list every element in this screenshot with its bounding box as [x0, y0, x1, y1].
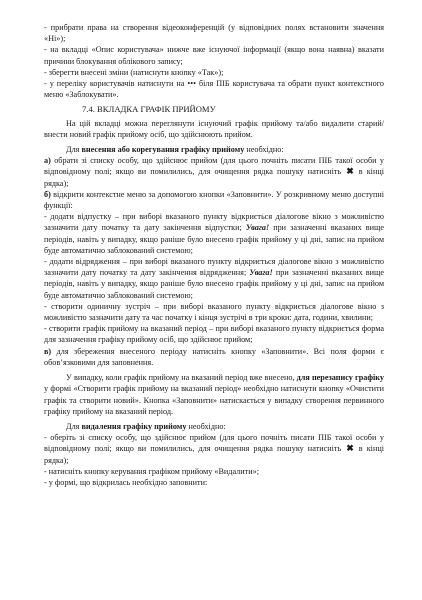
rewrite-paragraph: У випадку, коли графік прийому на вказаний період вже внесено, для перезапису графіку у формі «Створити графік прийому на вказаний період» необхідно натиснути кнопку «Очистити графік та створити новий». Кнопка «Заповнити» натискається у випадку створення первинного графіку прийому на вказаний період.: [44, 373, 384, 416]
section-heading: 7.4. ВКЛАДКА ГРАФІК ПРИЙОМУ: [82, 104, 216, 115]
delete-lead-paragraph: Для видалення графіку прийому необхідно:: [66, 421, 226, 431]
step-b: б) відкрити контекстне меню за допомогою кнопки «Заповнити». У розкривному меню доступні функції:: [44, 189, 384, 211]
document-page: [44, 22, 384, 488]
step-v: в) для збереження внесеного періоду натисніть кнопку «Заповнити». Всі поля форми є обов’язковими для заповнення.: [44, 346, 384, 367]
close-icon: ✖: [346, 443, 354, 454]
edit-lead-paragraph: Для внесення або корегування графіку прийому необхідно:: [66, 145, 284, 155]
delete-step-1: - оберіть зі списку особу, що здійснює прийом (для цього почніть писати ПІБ такої особи у відповідному полі; якщо ви помилились, для очищення рядка пошуку натисніть ✖ в кінці рядка);: [44, 433, 384, 465]
step-a: а) обрати зі списку особу, що здійснює прийом (для цього почніть писати ПІБ такої особи у відповідному полі; якщо ви помилились, для очищення рядка пошуку натисніть ✖ в кінці рядка);: [44, 156, 384, 188]
bullet-item: - прибрати права на створення відеоконференцій (у відповідних полях встановити значення «Ні»);: [44, 23, 384, 44]
delete-step-2: - натисніть кнопку керування графіком прийому «Видалити»;: [44, 466, 259, 476]
intro-paragraph: На цій вкладці можна переглянути існуючий графік прийому та/або видалити старий/внести новий графік прийому осіб, що здійснюють прийом.: [44, 118, 384, 139]
function-trip: - додати відрядження – при виборі вказаного пункту відкриється діалогове вікно з можливістю зазначити дату початку та дату закінчення відрядження; Увага! при зазначенні вказаних вище періодів, навіть у випадку, якщо раніше було внесено графік прийому у ці дні, запис на прийом буде автоматично заблокований системою;: [44, 257, 384, 300]
bullet-item: - зберегти внесені зміни (натиснути кнопку «Так»);: [44, 67, 224, 77]
bullet-item: - у переліку користувачів натиснути на ••• біля ПІБ користувача та обрати пункт контекстного меню «Заблокувати».: [44, 79, 384, 100]
function-meeting: - створити одиничну зустріч – при виборі вказаного пункту відкриється діалогове вікно з можливістю зазначити дату та час початку і кінця зустрічі в три кроки: дата, години, хвилини;: [44, 301, 384, 323]
delete-step-3: - у формі, що відкрилась необхідно заповнити:: [44, 477, 208, 487]
bullet-item: - на вкладці «Опис користувача» нижче вже існуючої інформації (якщо вона наявна) вказати причини блокування облікового запису;: [44, 45, 384, 66]
function-vacation: - додати відпустку – при виборі вказаного пункту відкриється діалогове вікно з можливістю зазначити дату початку та дату закінчення відпустки; Увага! при зазначенні вказаних вище періодів, навіть у випадку, якщо раніше було внесено графік прийому у ці дні, запис на прийом буде автоматично заблокований системою;: [44, 212, 384, 255]
close-icon: ✖: [346, 166, 354, 177]
function-schedule: - створити графік прийому на вказаний період – при виборі вказаного пункту відкриється форма для зазначення графіку прийому осіб, що здійснює прийом;: [44, 324, 384, 345]
edit-lead-bold: внесення або корегування графіку прийому: [81, 145, 245, 155]
